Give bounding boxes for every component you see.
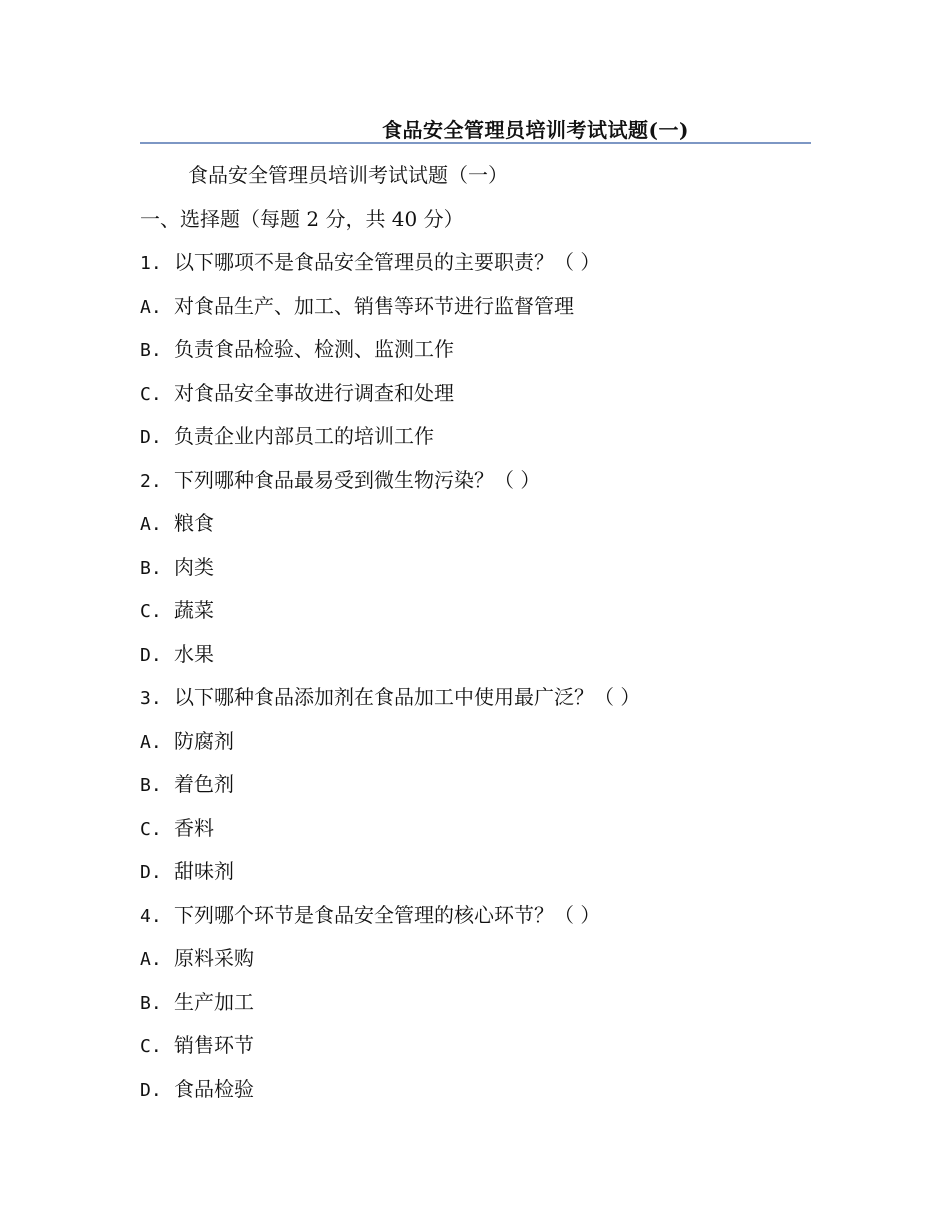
- document-body: [140, 154, 811, 1111]
- option-label: B.: [140, 775, 162, 796]
- option-label: B.: [140, 992, 162, 1014]
- option-c: [140, 1024, 811, 1068]
- option-b: [140, 328, 811, 372]
- section-heading: 一、选择题（每题 2 分，共 40 分）: [140, 206, 464, 231]
- option-text: 甜味剂: [174, 859, 234, 883]
- option-text: 蔬菜: [174, 598, 214, 622]
- option-text: 销售环节: [174, 1033, 254, 1057]
- page-header: [140, 110, 811, 144]
- question-4: [140, 894, 811, 1112]
- option-text: 肉类: [174, 554, 214, 579]
- option-text: 着色剂: [174, 772, 234, 796]
- question-number: 1.: [140, 253, 162, 274]
- option-a: [140, 937, 811, 981]
- option-text: 原料采购: [174, 946, 254, 970]
- question-1: [140, 241, 811, 459]
- option-label: B.: [140, 340, 162, 361]
- question-text: 下列哪个环节是食品安全管理的核心环节？（ ）: [174, 902, 601, 927]
- question-number: 2.: [140, 470, 162, 492]
- header-title: 食品安全管理员培训考试试题(一): [382, 118, 689, 142]
- question-stem: [140, 894, 811, 938]
- option-text: 负责食品检验、检测、监测工作: [174, 337, 454, 361]
- option-text: 粮食: [174, 511, 214, 535]
- option-c: [140, 589, 811, 633]
- option-text: 水果: [174, 641, 214, 666]
- option-label: C.: [140, 601, 162, 622]
- option-a: [140, 502, 811, 546]
- question-text: 以下哪项不是食品安全管理员的主要职责？（ ）: [174, 250, 601, 274]
- option-label: C.: [140, 818, 162, 840]
- question-text: 下列哪种食品最易受到微生物污染？（ ）: [174, 467, 541, 492]
- option-d: [140, 850, 811, 894]
- option-d: [140, 633, 811, 677]
- option-c: [140, 372, 811, 416]
- question-stem: [140, 241, 811, 285]
- option-label: D.: [140, 644, 162, 666]
- option-label: D.: [140, 1079, 162, 1101]
- option-d: [140, 1068, 811, 1112]
- option-label: C.: [140, 1036, 162, 1057]
- question-2: [140, 459, 811, 677]
- option-b: [140, 981, 811, 1025]
- option-a: [140, 285, 811, 329]
- question-stem: [140, 676, 811, 720]
- option-label: A.: [140, 296, 162, 318]
- question-text: 以下哪种食品添加剂在食品加工中使用最广泛？（ ）: [174, 685, 641, 709]
- option-d: [140, 415, 811, 459]
- option-text: 香料: [174, 815, 214, 840]
- option-text: 食品检验: [174, 1076, 254, 1101]
- option-text: 对食品生产、加工、销售等环节进行监督管理: [174, 293, 574, 318]
- option-text: 对食品安全事故进行调查和处理: [174, 380, 454, 405]
- option-c: [140, 807, 811, 851]
- option-label: C.: [140, 383, 162, 405]
- option-text: 防腐剂: [174, 728, 234, 753]
- option-label: A.: [140, 514, 162, 535]
- option-b: [140, 763, 811, 807]
- document-title: 食品安全管理员培训考试试题（一）: [188, 163, 508, 187]
- option-a: [140, 720, 811, 764]
- option-text: 生产加工: [174, 989, 254, 1014]
- option-label: A.: [140, 731, 162, 753]
- question-number: 3.: [140, 688, 162, 709]
- option-label: B.: [140, 557, 162, 579]
- option-label: A.: [140, 949, 162, 970]
- option-b: [140, 546, 811, 590]
- question-number: 4.: [140, 905, 162, 927]
- option-label: D.: [140, 427, 162, 448]
- option-label: D.: [140, 862, 162, 883]
- question-stem: [140, 459, 811, 503]
- question-3: [140, 676, 811, 894]
- option-text: 负责企业内部员工的培训工作: [174, 424, 434, 448]
